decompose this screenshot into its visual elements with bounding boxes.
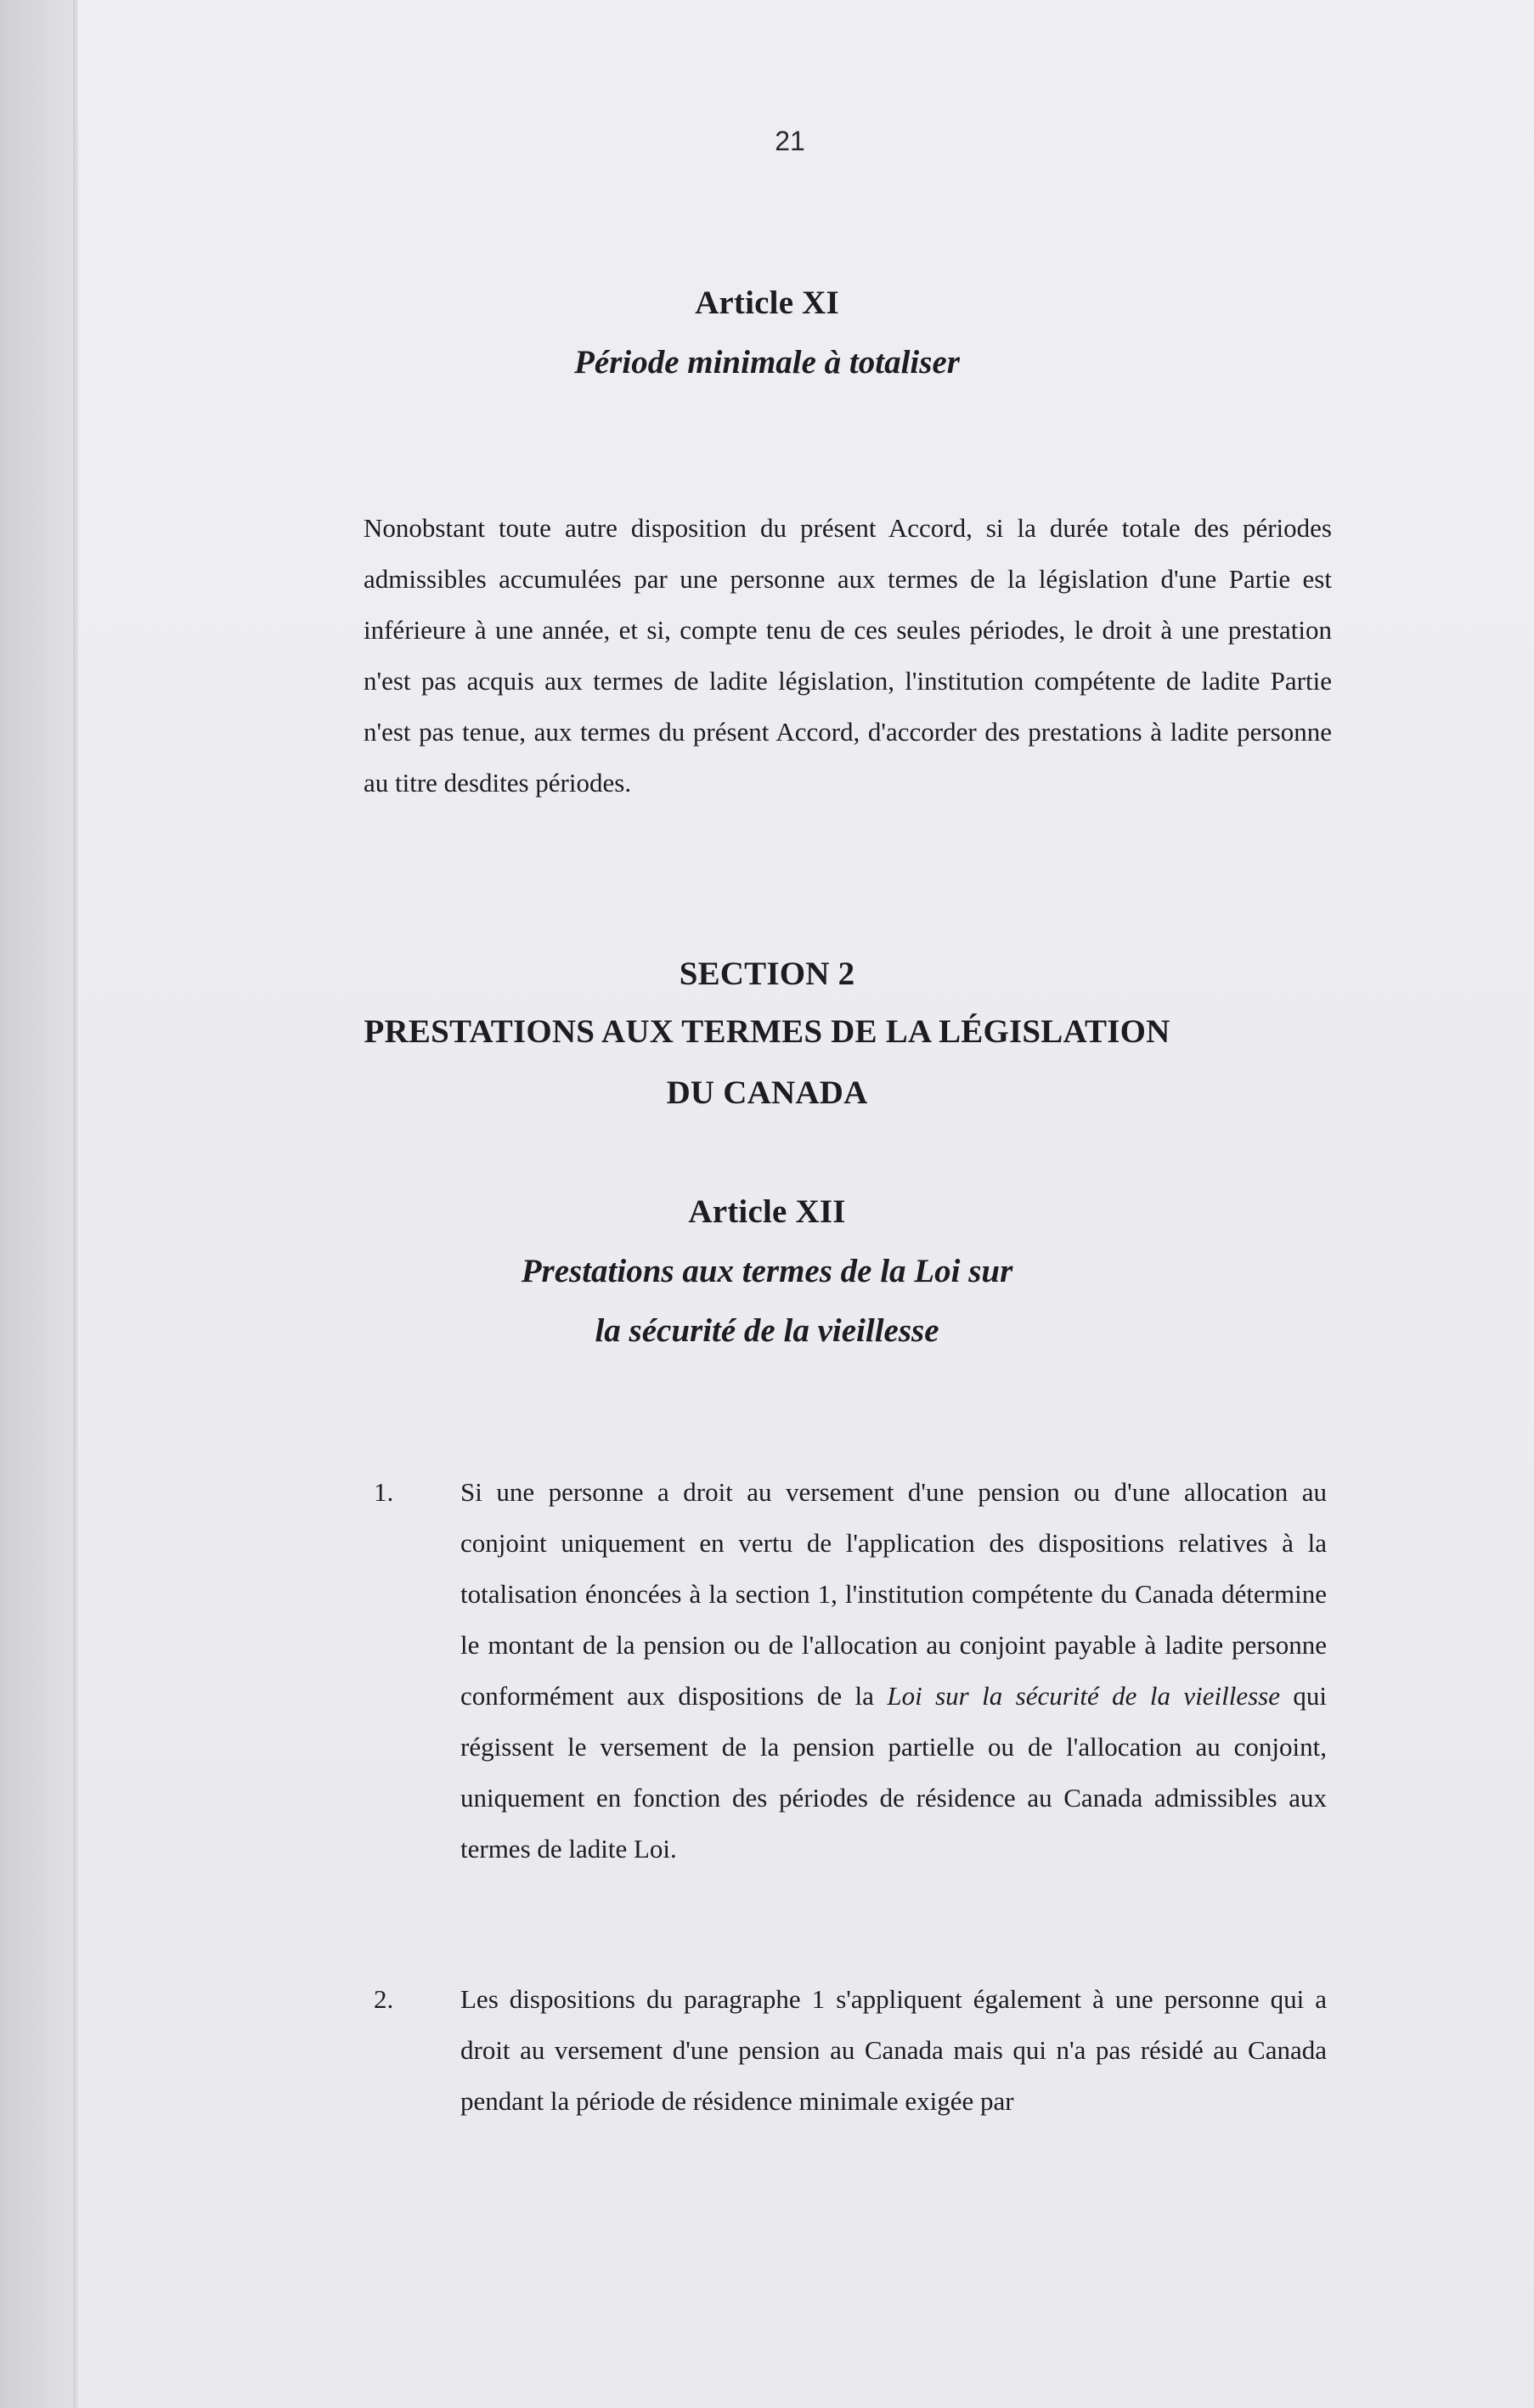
article-xi-paragraph: Nonobstant toute autre disposition du présent Accord, si la durée totale des périodes admissibles accumulées par une personne aux termes de la législation d'une Partie est inférieure à une année, et si, compte tenu de ces seules périodes, le droit à une prestation n'est pas acquis aux termes de ladite législation, l'institution compétente de ladite Partie n'est pas tenue, aux termes du présent Accord, d'accorder des prestations à ladite personne au titre desdites périodes. xyxy=(364,513,1332,798)
section-title: SECTION 2 xyxy=(679,956,855,992)
paragraph-1-text-end: qui régissent le versement de la pension partielle ou de l'allocation au conjoint, uniquement en fonction des périodes de résidence au Canada admissibles aux termes de ladite Loi. xyxy=(460,1681,1328,1864)
article-xii-title: Article XII xyxy=(688,1193,846,1230)
section-heading-line-1: PRESTATIONS AUX TERMES DE LA LÉGISLATION xyxy=(364,1013,1170,1050)
article-xii-subtitle-line-2: la sécurité de la vieillesse xyxy=(595,1312,939,1349)
paragraph-1-text-start: Si une personne a droit au versement d'une pension ou d'une allocation au conjoint uniquement en vertu de l'application des dispositions relatives à la totalisation énoncées à la section 1, l'institution compétente du Canada détermine le montant de la pension ou de l'allocation au conjoint payable à ladite personne conformément aux dispositions de la xyxy=(460,1477,1327,1711)
page-number: 21 xyxy=(775,126,805,156)
paragraph-number-1: 1. xyxy=(374,1477,394,1507)
section-heading-line-2: DU CANADA xyxy=(666,1074,868,1111)
paragraph-1-text xyxy=(460,1467,1327,1875)
act-title-italic: Loi sur la sécurité de la vieillesse xyxy=(887,1681,1280,1711)
paragraph-2-text: Les dispositions du paragraphe 1 s'appliquent également à une personne qui a droit au versement d'une pension au Canada mais qui n'a pas résidé au Canada pendant la période de résidence minimale exigée par xyxy=(460,1984,1327,2116)
article-xi-subtitle: Période minimale à totaliser xyxy=(574,344,960,381)
paragraph-number-2: 2. xyxy=(374,1984,394,2014)
article-xii-subtitle-line-1: Prestations aux termes de la Loi sur xyxy=(521,1253,1013,1289)
article-xi-title: Article XI xyxy=(695,285,839,321)
